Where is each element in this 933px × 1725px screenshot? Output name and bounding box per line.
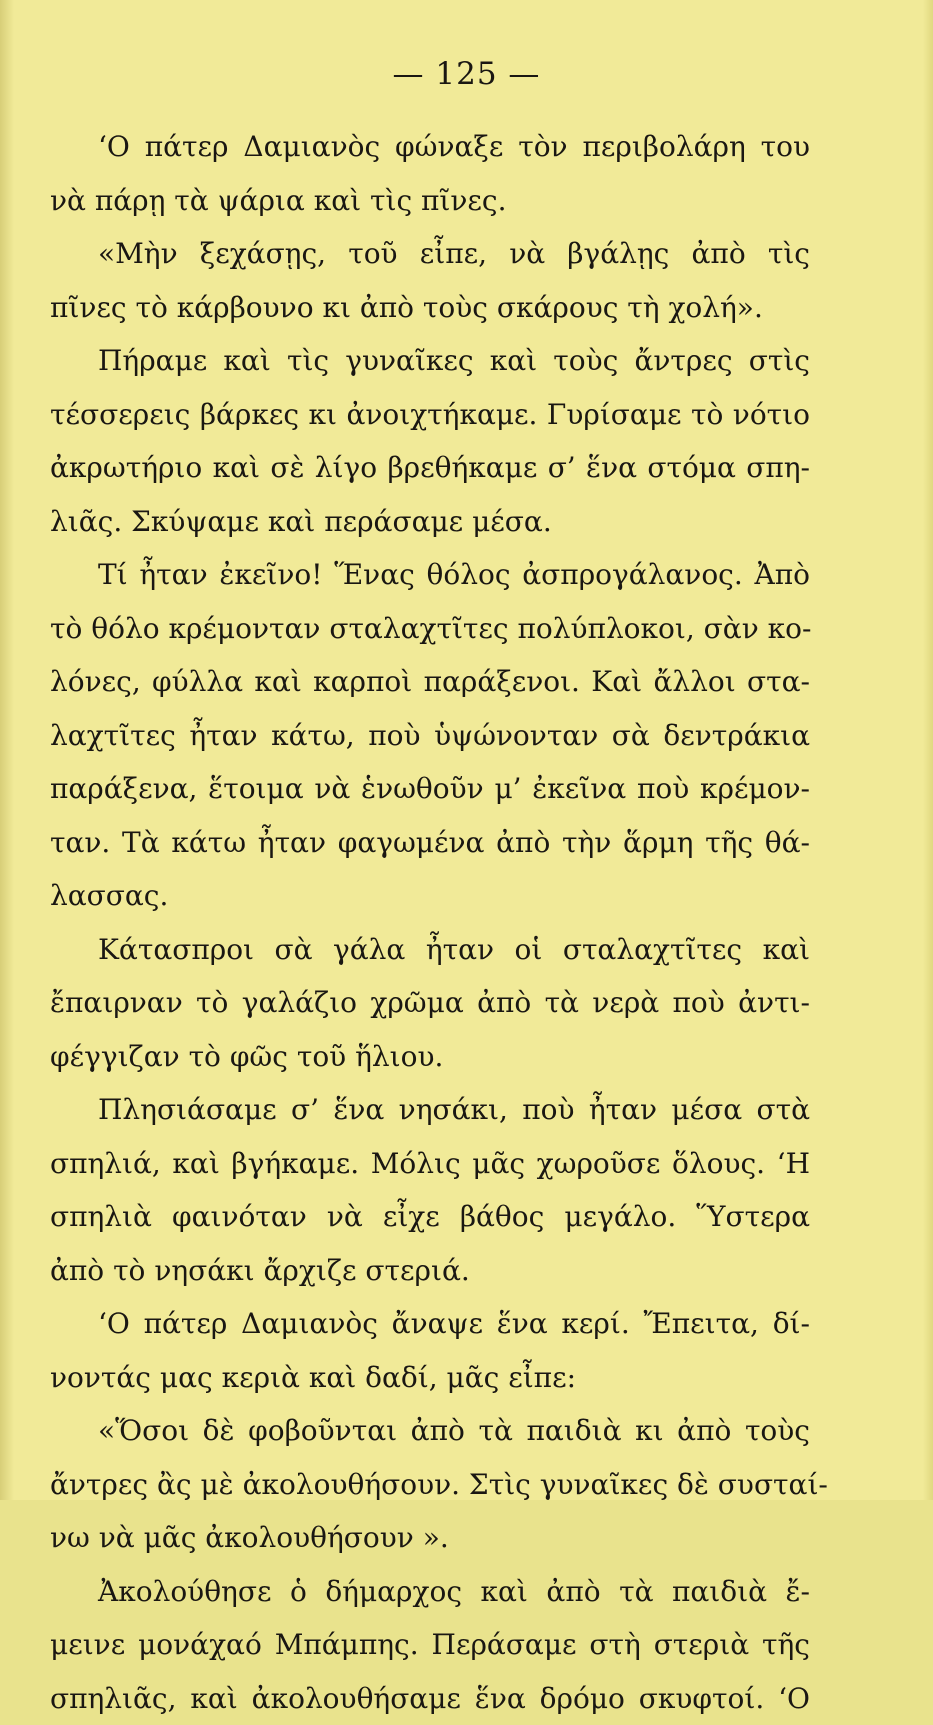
text-line: λόνες, φύλλα καὶ καρποὶ παράξενοι. Καὶ ἄλλοι στα- <box>50 655 810 709</box>
text-line: μεινε μονάχαό Μπάμπης. Περάσαμε στὴ στεριὰ τῆς <box>50 1618 810 1672</box>
text-line: νω νὰ μᾶς ἀκολουθήσουν ». <box>50 1511 810 1565</box>
text-line: Ἀκολούθησε ὁ δήμαρχος καὶ ἀπὸ τὰ παιδιὰ ἔ- <box>50 1565 810 1619</box>
text-line: σπηλιὰ φαινόταν νὰ εἶχε βάθος μεγάλο. Ὕστερα <box>50 1190 810 1244</box>
text-line: νοντάς μας κεριὰ καὶ δαδί, μᾶς εἶπε: <box>50 1351 810 1405</box>
text-line: λασσας. <box>50 869 810 923</box>
text-line: ἄντρες ἂς μὲ ἀκολουθήσουν. Στὶς γυναῖκες δὲ συσταί- <box>50 1458 810 1512</box>
text-line: τὸ θόλο κρέμονταν σταλαχτῖτες πολύπλοκοι, σὰν κο- <box>50 602 810 656</box>
text-line: ἀπὸ τὸ νησάκι ἄρχιζε στεριά. <box>50 1244 810 1298</box>
text-line: Κάτασπροι σὰ γάλα ἦταν οἱ σταλαχτῖτες καὶ <box>50 923 810 977</box>
text-line: λαχτῖτες ἦταν κάτω, ποὺ ὑψώνονταν σὰ δεντράκια <box>50 709 810 763</box>
page-edge-shadow <box>923 0 933 1500</box>
text-line: νὰ πάρῃ τὰ ψάρια καὶ τὶς πῖνες. <box>50 174 810 228</box>
text-line: ἀκρωτήριο καὶ σὲ λίγο βρεθήκαμε σ’ ἕνα στόμα σπη- <box>50 441 810 495</box>
body-text <box>50 120 810 1725</box>
text-line: «Μὴν ξεχάσῃς, τοῦ εἶπε, νὰ βγάλῃς ἀπὸ τὶς <box>50 227 810 281</box>
page-number: — 125 — <box>0 56 933 92</box>
text-line: ‘Ο πάτερ Δαμιανὸς ἄναψε ἕνα κερί. Ἔπειτα, δί- <box>50 1297 810 1351</box>
text-line: σπηλιᾶς, καὶ ἀκολουθήσαμε ἕνα δρόμο σκυφτοί. ‘Ο <box>50 1672 810 1725</box>
text-line: ταν. Τὰ κάτω ἦταν φαγωμένα ἀπὸ τὴν ἅρμη τῆς θά- <box>50 816 810 870</box>
text-line: πῖνες τὸ κάρβουνο κι ἀπὸ τοὺς σκάρους τὴ χολή». <box>50 281 810 335</box>
text-line: ‘Ο πάτερ Δαμιανὸς φώναξε τὸν περιβολάρη του <box>50 120 810 174</box>
text-line: φέγγιζαν τὸ φῶς τοῦ ἥλιου. <box>50 1030 810 1084</box>
text-line: σπηλιά, καὶ βγήκαμε. Μόλις μᾶς χωροῦσε ὅλους. ‘Η <box>50 1137 810 1191</box>
text-line: Τί ἦταν ἐκεῖνο! Ἕνας θόλος ἀσπρογάλανος. Ἀπὸ <box>50 548 810 602</box>
text-line: λιᾶς. Σκύψαμε καὶ περάσαμε μέσα. <box>50 495 810 549</box>
page-spine-shadow <box>0 0 14 1500</box>
text-line: τέσσερεις βάρκες κι ἀνοιχτήκαμε. Γυρίσαμε τὸ νότιο <box>50 388 810 442</box>
text-line: Πλησιάσαμε σ’ ἕνα νησάκι, ποὺ ἦταν μέσα στὰ <box>50 1083 810 1137</box>
text-line: «Ὅσοι δὲ φοβοῦνται ἀπὸ τὰ παιδιὰ κι ἀπὸ τοὺς <box>50 1404 810 1458</box>
text-line: ἔπαιρναν τὸ γαλάζιο χρῶμα ἀπὸ τὰ νερὰ ποὺ ἀντι- <box>50 976 810 1030</box>
text-line: Πήραμε καὶ τὶς γυναῖκες καὶ τοὺς ἄντρες στὶς <box>50 334 810 388</box>
text-line: παράξενα, ἕτοιμα νὰ ἑνωθοῦν μ’ ἐκεῖνα ποὺ κρέμον- <box>50 762 810 816</box>
